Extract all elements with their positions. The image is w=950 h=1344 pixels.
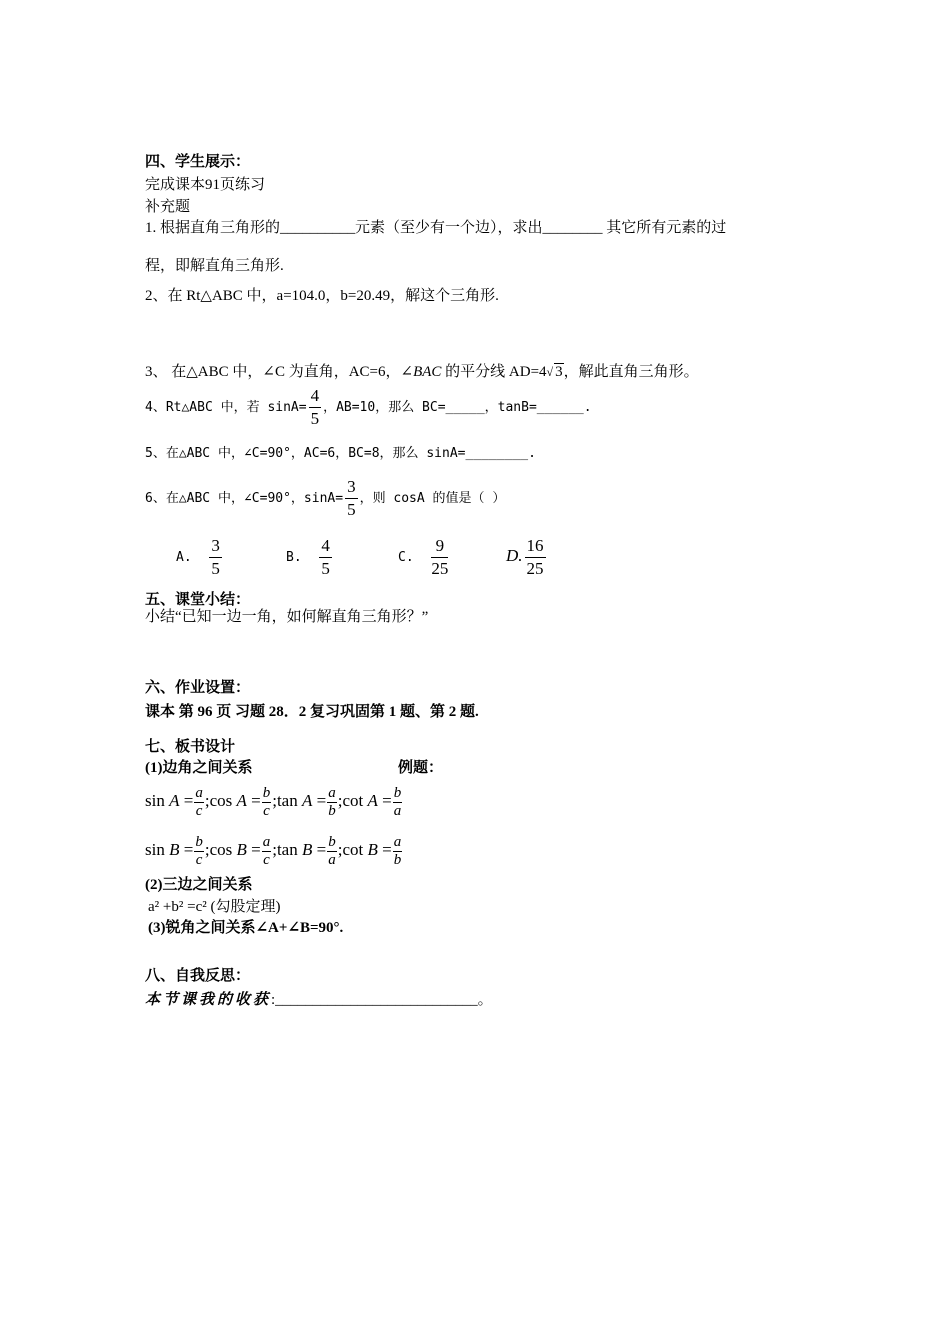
reflection-line: [145, 989, 493, 1010]
example-label: 例题：: [398, 760, 444, 776]
question-3-text-pre: 3、 在△ABC 中，∠C 为直角，AC=6，: [145, 364, 401, 380]
question-6-text-post: ，则 cosA 的值是（ ）: [359, 491, 506, 506]
section-6-title: 六、作业设置：: [145, 680, 251, 696]
section-5-title: 五、课堂小结：: [145, 592, 251, 608]
option-d: D. $\frac{16}{25}$: [506, 536, 544, 578]
question-4: [145, 385, 592, 431]
question-5: 5、在△ABC 中，∠C=90°，AC=6，BC=8，那么 sinA=________.: [145, 446, 536, 461]
question-4-text-post: ，AB=10，那么 BC=_____，tanB=______.: [323, 400, 592, 415]
option-b: B. $\frac{4}{5}$: [286, 536, 330, 578]
section-5-line1: 小结“已知一边一角，如何解直角三角形？”: [145, 609, 429, 625]
section-7-sub3: (3)锐角之间关系∠A+∠B=90°.: [148, 920, 344, 936]
pythagorean-line: a² +b² =c² (勾股定理): [148, 899, 281, 915]
question-6-fraction: $\frac{3}{5}$: [347, 477, 356, 519]
question-3-text-mid: 的平分线 AD=4: [441, 364, 547, 380]
section-7-sub1: (1)边角之间关系: [145, 760, 253, 776]
question-4-text-pre: 4、Rt△ABC 中，若 sinA=: [145, 400, 307, 415]
question-2: 2、在 Rt△ABC 中，a=104.0，b=20.49，解这个三角形.: [145, 288, 499, 304]
reflection-label: 本节课我的收获: [145, 990, 272, 1008]
question-6: [145, 476, 505, 522]
question-3-angle: ∠BAC: [400, 364, 442, 380]
formula-row-b: sin B = $\frac{b}{c}$ ;cos B = $\frac{a}{c}$ ;tan B = $\frac{b}{a}$ ;cot B = $\frac{a}{b}$: [145, 833, 402, 868]
section-8-title: 八、自我反思：: [145, 968, 251, 984]
question-4-fraction: $\frac{4}{5}$: [310, 386, 320, 428]
question-3: 3、 在△ABC 中，∠C 为直角，AC=6，∠BAC 的平分线 AD=4√ 3，解此直角三角形。: [145, 364, 699, 380]
reflection-blank: :___________________________。: [271, 992, 493, 1008]
option-a: A. $\frac{3}{5}$: [176, 536, 220, 578]
question-6-text-pre: 6、在△ABC 中，∠C=90°，sinA=: [145, 491, 344, 506]
section-4-line1: 完成课本91页练习: [145, 177, 266, 193]
question-3-text-post: ，解此直角三角形。: [563, 364, 699, 380]
section-6-line1: 课本 第 96 页 习题 28．2 复习巩固第 1 题、第 2 题.: [145, 704, 479, 720]
option-c: C. $\frac{9}{25}$: [398, 536, 449, 578]
question-1-line-b: 程，即解直角三角形.: [145, 258, 284, 274]
section-7-title: 七、板书设计: [145, 739, 236, 755]
section-4-line2: 补充题: [145, 199, 191, 215]
section-7-sub2: (2)三边之间关系: [145, 877, 253, 893]
section-4-title: 四、学生展示：: [145, 154, 251, 170]
question-3-sqrt: 3: [555, 364, 563, 380]
question-1-line-a: 1. 根据直角三角形的__________元素（至少有一个边），求出________ 其它所有元素的过: [145, 220, 727, 236]
formula-row-a: sin A = $\frac{a}{c}$ ;cos A = $\frac{b}{c}$ ;tan A = $\frac{a}{b}$ ;cot A = $\frac{b}{a}$: [145, 784, 402, 819]
